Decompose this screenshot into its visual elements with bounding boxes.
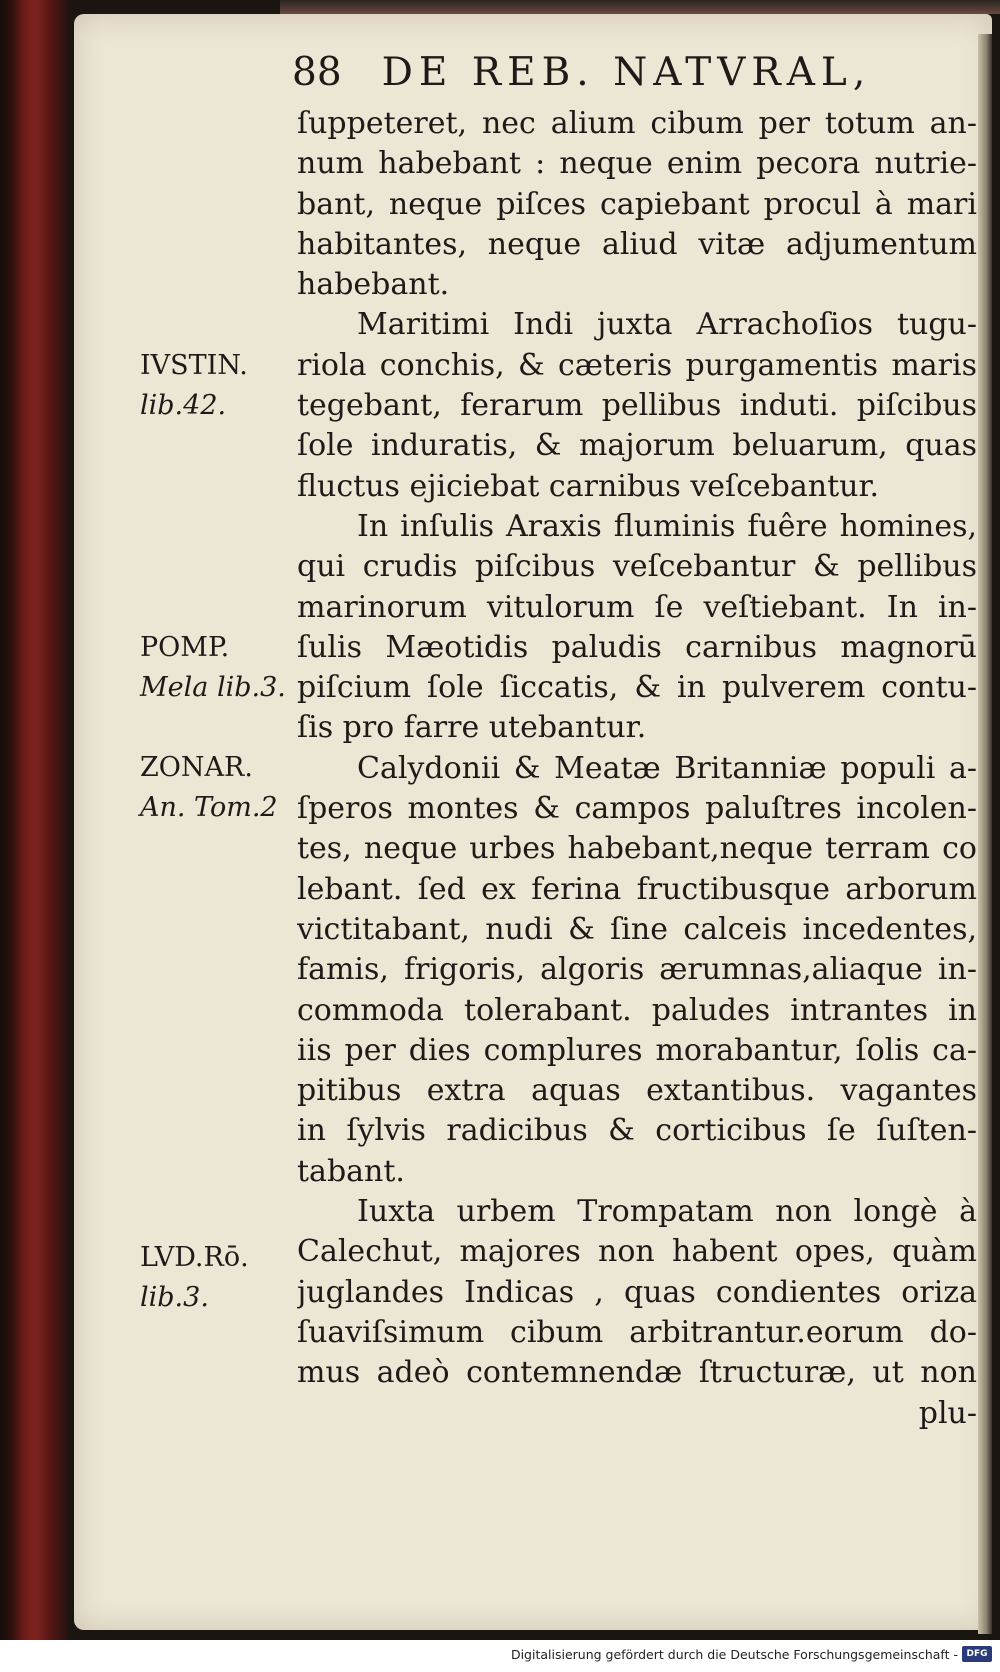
- text-line: bant, neque piſces capiebant procul à mari: [297, 186, 977, 222]
- text-line: Maritimi Indi juxta Arrachoſios tugu-: [357, 307, 977, 343]
- body-text: [297, 104, 977, 1434]
- text-line: habebant.: [297, 267, 450, 303]
- catchword: plu-: [918, 1395, 977, 1431]
- margin-note-author: IVSTIN.: [140, 350, 248, 381]
- text-line: Iuxta urbem Trompatam non longè à: [357, 1194, 977, 1230]
- dfg-logo: DFG: [962, 1646, 992, 1662]
- page-number: 88: [292, 50, 342, 95]
- margin-note-reference: lib.42.: [140, 390, 227, 422]
- text-line: iis per dies complures morabantur, ſolis ca-: [297, 1032, 977, 1068]
- text-line: ſis pro farre utebantur.: [297, 710, 647, 746]
- text-line: ſulis Mæotidis paludis carnibus magnorū: [297, 629, 977, 665]
- text-line: marinorum vitulorum ſe veſtiebant. In in-: [297, 589, 977, 625]
- text-line: ſole induratis, & majorum beluarum, quas: [297, 428, 977, 464]
- page-right-edge: [978, 34, 992, 1634]
- book-spine: [0, 0, 70, 1640]
- margin-note-author: LVD.Rō.: [140, 1242, 249, 1273]
- text-line: victitabant, nudi & ſine calceis incedentes,: [297, 911, 977, 947]
- text-line: in ſylvis radicibus & corticibus ſe ſuſten-: [297, 1113, 977, 1149]
- text-line: famis, frigoris, algoris ærumnas,aliaque in-: [297, 952, 977, 988]
- text-line: tegebant, ferarum pellibus induti. piſcibus: [297, 388, 977, 424]
- text-line: commoda tolerabant. paludes intrantes in: [297, 992, 977, 1028]
- text-line: qui crudis piſcibus veſcebantur & pellibus: [297, 549, 977, 585]
- text-line: tes, neque urbes habebant,neque terram co: [297, 831, 977, 867]
- digitization-footer: [0, 1640, 1000, 1672]
- text-line: num habebant : neque enim pecora nutrie-: [297, 146, 977, 182]
- margin-note-ludovicus: [140, 1238, 290, 1319]
- margin-note-author: POMP.: [140, 632, 230, 663]
- text-line: pitibus extra aquas extantibus. vagantes: [297, 1073, 977, 1109]
- running-head: [292, 50, 982, 96]
- text-line: lebant. ſed ex ferina fructibusque arborum: [297, 871, 977, 907]
- text-line: juglandes Indicas , quas condientes oriza: [297, 1274, 977, 1310]
- text-line: fluctus ejiciebat carnibus veſcebantur.: [297, 468, 880, 504]
- margin-note-reference: Mela lib.3.: [140, 672, 286, 704]
- margin-note-zonaras: [140, 748, 290, 829]
- text-line: ſperos montes & campos paluſtres incolen-: [297, 791, 977, 827]
- margin-note-reference: An. Tom.2: [140, 792, 278, 824]
- text-line: ſuppeteret, nec alium cibum per totum an-: [297, 106, 977, 141]
- page-top-edge: [280, 0, 1000, 14]
- text-line: mus adeò contemnendæ ſtructuræ, ut non: [297, 1355, 977, 1391]
- margin-note-author: ZONAR.: [140, 752, 253, 783]
- text-line: In inſulis Araxis fluminis fuêre homines,: [357, 508, 977, 544]
- text-line: tabant.: [297, 1153, 405, 1189]
- running-title: DE REB. NATVRAL,: [381, 50, 872, 95]
- text-line: habitantes, neque aliud vitæ adjumentum: [297, 226, 977, 262]
- text-line: riola conchis, & cæteris purgamentis maris: [297, 347, 977, 383]
- text-line: piſcium ſole ſiccatis, & in pulverem contu-: [297, 670, 977, 706]
- text-line: Calechut, majores non habent opes, quàm: [297, 1234, 977, 1270]
- margin-note-mela: [140, 628, 290, 709]
- footer-credit: Digitalisierung gefördert durch die Deutsche Forschungsgemeinschaft -: [510, 1647, 958, 1662]
- margin-note-reference: lib.3.: [140, 1282, 209, 1314]
- text-line: ſuaviſsimum cibum arbitrantur.eorum do-: [297, 1314, 977, 1350]
- margin-note-justin: [140, 346, 290, 427]
- text-line: Calydonii & Meatæ Britanniæ populi a-: [357, 750, 977, 786]
